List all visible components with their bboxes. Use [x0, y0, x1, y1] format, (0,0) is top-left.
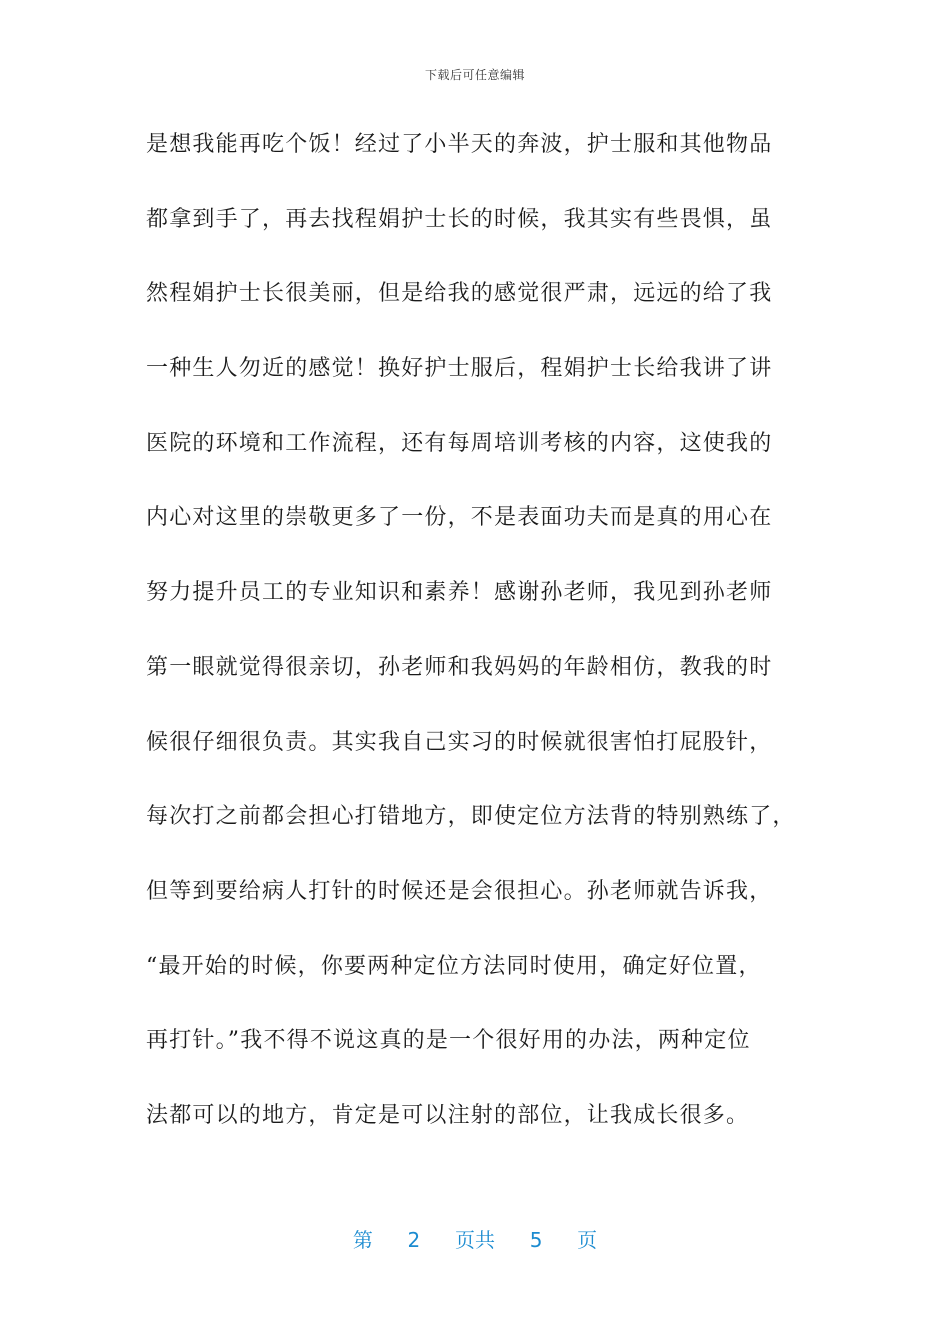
body-line: 第一眼就觉得很亲切，孙老师和我妈妈的年龄相仿，教我的时	[146, 654, 773, 680]
page-suffix: 页	[577, 1228, 598, 1252]
body-line: 再打针。”我不得不说这真的是一个很好用的办法，两种定位	[146, 1028, 751, 1054]
header-note: 下载后可任意编辑	[424, 68, 525, 82]
page-prefix: 第	[352, 1228, 373, 1252]
page-footer	[0, 1224, 950, 1253]
body-line: 候很仔细很负责。其实我自己实习的时候就很害怕打屁股针，	[146, 729, 773, 755]
body-line: 医院的环境和工作流程，还有每周培训考核的内容，这使我的	[146, 430, 773, 456]
body-line: 内心对这里的崇敬更多了一份，不是表面功夫而是真的用心在	[146, 505, 773, 531]
body-line: “最开始的时候，你要两种定位方法同时使用，确定好位置，	[146, 953, 762, 979]
body-line: 努力提升员工的专业知识和素养！感谢孙老师，我见到孙老师	[146, 580, 773, 606]
body-line: 每次打之前都会担心打错地方，即使定位方法背的特别熟练了，	[146, 804, 796, 830]
document-body	[146, 108, 826, 1154]
page-middle: 页共	[455, 1228, 495, 1252]
current-page-number: 2	[407, 1228, 421, 1252]
body-line: 都拿到手了，再去找程娟护士长的时候，我其实有些畏惧，虽	[146, 206, 773, 232]
body-line: 然程娟护士长很美丽，但是给我的感觉很严肃，远远的给了我	[146, 281, 773, 307]
body-line: 是想我能再吃个饭！经过了小半天的奔波，护士服和其他物品	[146, 132, 773, 157]
body-line: 一种生人勿近的感觉！换好护士服后，程娟护士长给我讲了讲	[146, 356, 773, 382]
body-line: 法都可以的地方，肯定是可以注射的部位，让我成长很多。	[146, 1102, 750, 1128]
body-line: 但等到要给病人打针的时候还是会很担心。孙老师就告诉我，	[146, 878, 773, 904]
total-pages-number: 5	[529, 1228, 543, 1252]
